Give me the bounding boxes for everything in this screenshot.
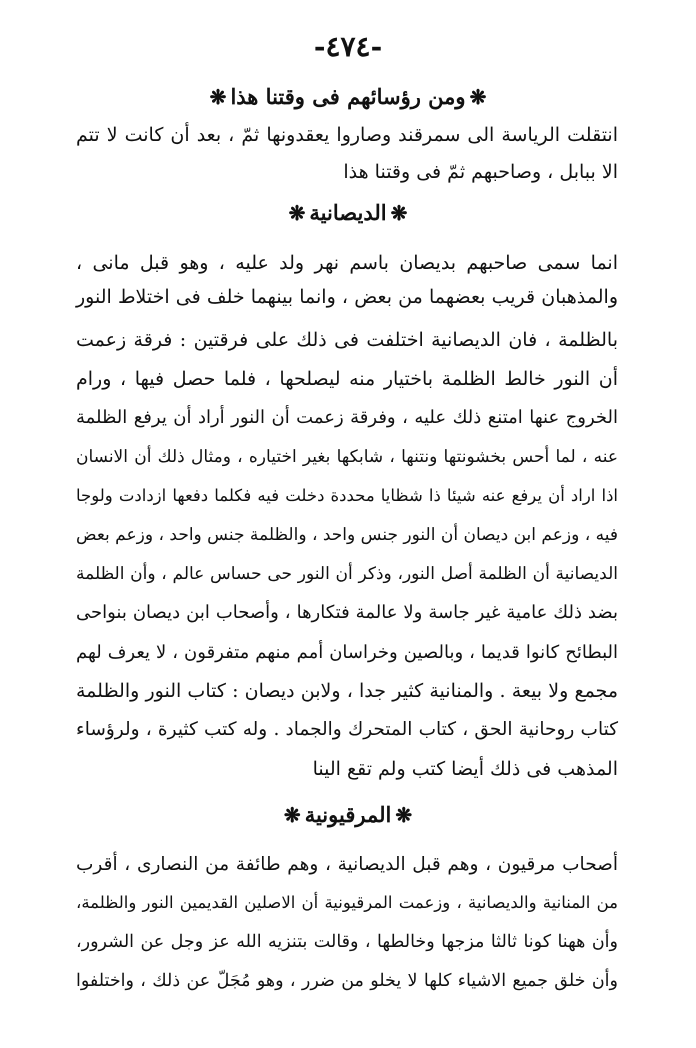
text-line: أن النور خالط الظلمة باختيار منه ليصلحها ، فلما حصل فيها ، ورام bbox=[76, 368, 618, 390]
page-number: -٤٧٤- bbox=[313, 30, 383, 63]
heading-text: ومن رؤسائهم فى وقتنا هذا bbox=[230, 84, 466, 109]
text-line: بالظلمة ، فان الديصانية اختلفت فى ذلك على فرقتين : فرقة زعمت bbox=[76, 329, 618, 351]
text-line: والمذهبان قريب بعضهما من بعض ، وانما بينهما خلف فى اختلاط النور bbox=[76, 286, 618, 308]
ornament-icon: ❋ bbox=[288, 201, 306, 225]
ornament-icon: ❋ bbox=[209, 85, 227, 109]
text-line: المذهب فى ذلك أيضا كتب ولم تقع الينا bbox=[312, 758, 618, 780]
text-line: عنه ، لما أحس بخشونتها ونتنها ، شابكها بغير اختياره ، ومثال ذلك أن الانسان bbox=[76, 447, 618, 467]
ornament-icon: ❋ bbox=[390, 201, 408, 225]
ornament-icon: ❋ bbox=[469, 85, 487, 109]
section-heading-marcionites bbox=[0, 802, 696, 827]
heading-text: الديصانية bbox=[309, 200, 387, 225]
heading-text: المرقيونية bbox=[304, 802, 392, 827]
ornament-icon: ❋ bbox=[395, 803, 413, 827]
text-line: بضد ذلك عامية غير جاسة ولا عالمة فتكارها ، وأصحاب ابن ديصان بنواحى bbox=[76, 602, 618, 623]
section-heading-daysaniyya bbox=[0, 200, 696, 225]
text-line: كتاب روحانية الحق ، كتاب المتحرك والجماد . وله كتب كثيرة ، ولرؤساء bbox=[76, 719, 618, 740]
text-line: فيه ، وزعم ابن ديصان أن النور جنس واحد ، والظلمة جنس واحد ، وزعم بعض bbox=[76, 525, 618, 545]
text-line: اذا اراد أن يرفع عنه شيئا ذا شظايا محددة دخلت فيه فكلما دفعها ازدادت ولوجا bbox=[76, 486, 618, 505]
text-line: الا ببابل ، وصاحبهم ثمّ فى وقتنا هذا bbox=[343, 161, 618, 183]
text-line: البطائح كانوا قديما ، وبالصين وخراسان أمم منهم متفرقون ، لا يعرف لهم bbox=[76, 642, 618, 663]
text-line: من المنانية والديصانية ، وزعمت المرقيونية أن الاصلين القديمين النور والظلمة، bbox=[76, 893, 618, 912]
text-line: مجمع ولا بيعة . والمنانية كثير جدا ، ولابن ديصان : كتاب النور والظلمة bbox=[76, 680, 618, 702]
text-line: أصحاب مرقيون ، وهم قبل الديصانية ، وهم طائفة من النصارى ، أقرب bbox=[76, 854, 618, 875]
text-line: وأن خلق جميع الاشياء كلها لا يخلو من ضرر ، وهو مُجَلّ عن ذلك ، واختلفوا bbox=[76, 971, 618, 991]
text-line: انتقلت الرياسة الى سمرقند وصاروا يعقدونها ثمّ ، بعد أن كانت لا تتم bbox=[76, 124, 618, 146]
section-heading-rulers bbox=[0, 84, 696, 109]
ornament-icon: ❋ bbox=[283, 803, 301, 827]
text-line: وأن ههنا كونا ثالثا مزجها وخالطها ، وقالت بتنزيه الله عز وجل عن الشرور، bbox=[76, 932, 618, 952]
text-line: انما سمى صاحبهم بديصان باسم نهر ولد عليه ، وهو قبل مانى ، bbox=[76, 252, 618, 274]
text-line: الخروج عنها امتنع ذلك عليه ، وفرقة زعمت أن النور أراد أن يرفع الظلمة bbox=[76, 407, 618, 428]
text-line: الديصانية أن الظلمة أصل النور، وذكر أن النور حى حساس عالم ، وأن الظلمة bbox=[76, 564, 618, 584]
